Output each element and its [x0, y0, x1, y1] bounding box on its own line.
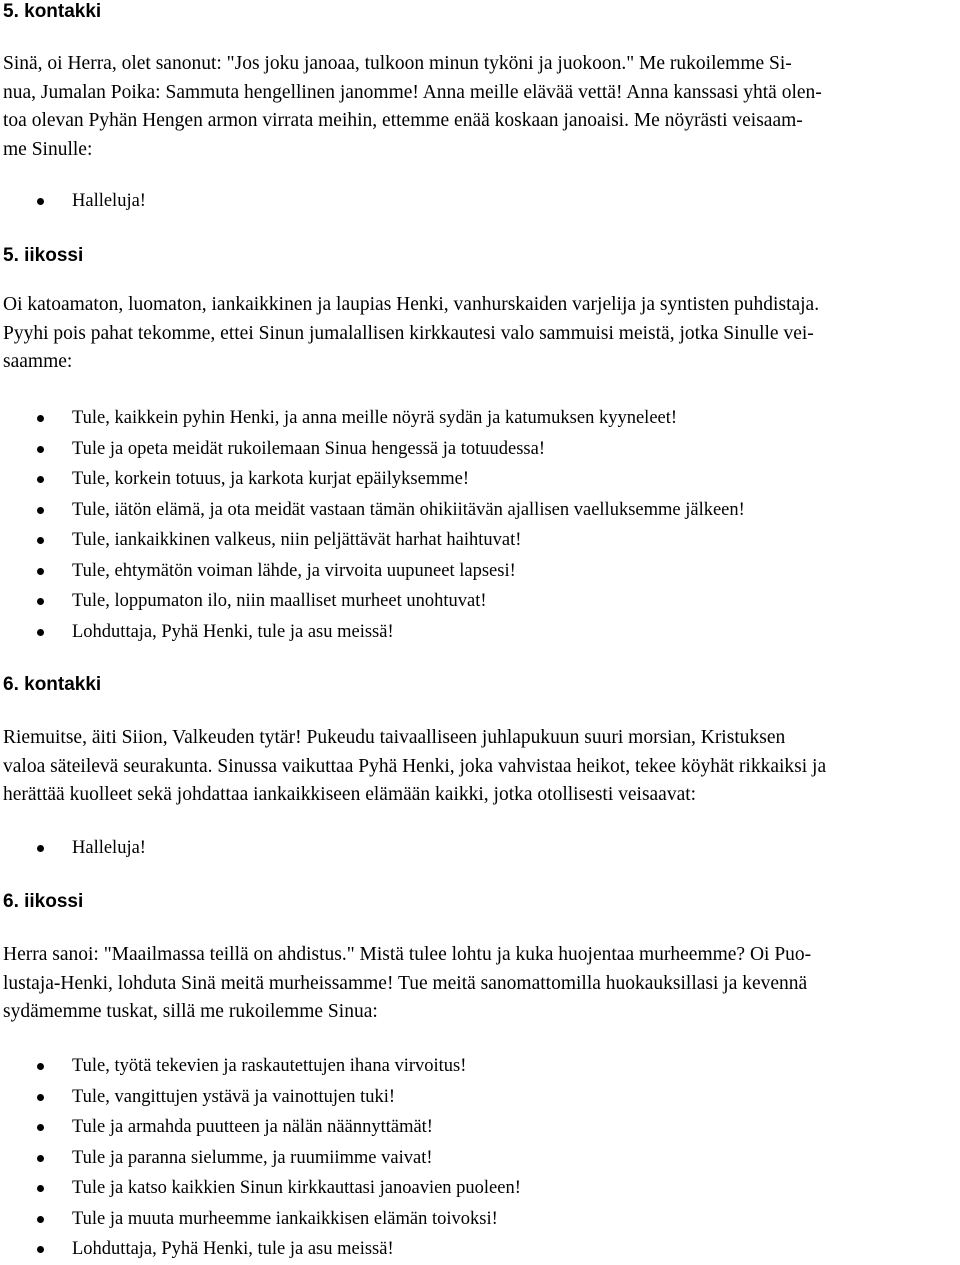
list-item-text: Lohduttaja, Pyhä Henki, tule ja asu meissä!	[72, 1239, 394, 1259]
list-item-text: Halleluja!	[72, 191, 146, 211]
list-item	[0, 1082, 521, 1113]
list-item-text: Tule ja katso kaikkien Sinun kirkkauttasi janoavien puoleen!	[72, 1178, 521, 1198]
section-paragraph: Herra sanoi: "Maailmassa teillä on ahdistus." Mistä tulee lohtu ja kuka huojentaa murheemme? Oi Puo- lustaja-Henki, lohduta Sinä meitä murheissamme! Tue meitä sanomattomilla huokauksillasi ja kevennä sydämemme tuskat, sillä me rukoilemme Sinua:	[3, 944, 812, 1023]
list-item	[0, 586, 745, 617]
bullet-list	[0, 186, 146, 217]
list-item-text: Tule, vangittujen ystävä ja vainottujen tuki!	[72, 1086, 396, 1107]
list-item	[0, 434, 745, 465]
list-item	[0, 1143, 521, 1174]
bullet-icon	[37, 1246, 44, 1253]
bullet-icon	[37, 476, 44, 483]
bullet-icon	[37, 629, 44, 636]
list-item-text: Tule, iankaikkinen valkeus, niin peljättävät harhat haihtuvat!	[72, 530, 522, 550]
list-item	[0, 1112, 521, 1143]
bullet-list	[0, 1051, 521, 1265]
section-paragraph: Riemuitse, äiti Siion, Valkeuden tytär! Pukeudu taivaalliseen juhlapukuun suuri morsian, Kristuksen valoa säteilevä seurakunta. Sinussa vaikuttaa Pyhä Henki, joka vahvistaa heikot, tekee köyhät rikkaiksi ja herättää kuolleet sekä johdattaa iankaikkiseen elämään kaikki, jotka otollisesti veisaavat:	[3, 727, 827, 806]
bullet-icon	[37, 1063, 44, 1070]
bullet-icon	[37, 1185, 44, 1192]
bullet-icon	[37, 415, 44, 422]
list-item	[0, 495, 745, 526]
list-item	[0, 464, 745, 495]
bullet-icon	[37, 1094, 44, 1101]
list-item-text: Tule, työtä tekevien ja raskautettujen ihana virvoitus!	[72, 1056, 467, 1076]
bullet-icon	[37, 1124, 44, 1131]
bullet-icon	[37, 598, 44, 605]
section-heading: 5. iikossi	[3, 245, 84, 266]
bullet-icon	[37, 507, 44, 514]
list-item-text: Tule ja opeta meidät rukoilemaan Sinua hengessä ja totuudessa!	[72, 438, 546, 459]
bullet-icon	[37, 446, 44, 453]
list-item-text: Tule ja armahda puutteen ja nälän näännyttämät!	[72, 1117, 433, 1137]
section-paragraph: Sinä, oi Herra, olet sanonut: "Jos joku janoaa, tulkoon minun tyköni ja juokoon." Me rukoilemme Si- nua, Jumalan Poika: Sammuta hengellinen janomme! Anna meille elävää vettä! Anna kanssasi yhtä olen- toa olevan Pyhän Hengen armon virrata meihin, ettemme enää koskaan janoaisi. Me nöyrästi veisaam- me Sinulle:	[3, 53, 822, 161]
list-item-text: Halleluja!	[72, 838, 146, 858]
list-item	[0, 556, 745, 587]
list-item	[0, 1051, 521, 1082]
section-heading: 6. iikossi	[3, 891, 84, 912]
section-paragraph: Oi katoamaton, luomaton, iankaikkinen ja laupias Henki, vanhurskaiden varjelija ja syntisten puhdistaja. Pyyhi pois pahat tekomme, ettei Sinun jumalallisen kirkkautesi valo sammuisi meistä, jotka Sinulle vei- saamme:	[3, 294, 820, 373]
list-item-text: Tule, kaikkein pyhin Henki, ja anna meille nöyrä sydän ja katumuksen kyyneleet!	[72, 408, 678, 428]
bullet-icon	[37, 198, 44, 205]
list-item-text: Tule, korkein totuus, ja karkota kurjat epäilyksemme!	[72, 469, 469, 489]
list-item-text: Lohduttaja, Pyhä Henki, tule ja asu meissä!	[72, 621, 394, 642]
list-item	[0, 1173, 521, 1204]
list-item-text: Tule, ehtymätön voiman lähde, ja virvoita uupuneet lapsesi!	[72, 560, 516, 581]
list-item-text: Tule ja muuta murheemme iankaikkisen elämän toivoksi!	[72, 1208, 498, 1229]
bullet-icon	[37, 845, 44, 852]
bullet-icon	[37, 537, 44, 544]
list-item	[0, 617, 745, 648]
list-item-text: Tule ja paranna sielumme, ja ruumiimme vaivat!	[72, 1147, 433, 1168]
bullet-list	[0, 403, 745, 647]
bullet-icon	[37, 568, 44, 575]
list-item-text: Tule, iätön elämä, ja ota meidät vastaan tämän ohikiitävän ajallisen vaelluksemme jälkeen!	[72, 499, 745, 520]
list-item	[0, 186, 146, 217]
list-item	[0, 403, 745, 434]
list-item	[0, 1234, 521, 1265]
bullet-icon	[37, 1216, 44, 1223]
bullet-icon	[37, 1155, 44, 1162]
list-item-text: Tule, loppumaton ilo, niin maalliset murheet unohtuvat!	[72, 591, 487, 611]
bullet-list	[0, 833, 146, 864]
list-item	[0, 833, 146, 864]
section-heading: 5. kontakki	[3, 1, 102, 22]
list-item	[0, 525, 745, 556]
list-item	[0, 1204, 521, 1235]
section-heading: 6. kontakki	[3, 674, 102, 695]
